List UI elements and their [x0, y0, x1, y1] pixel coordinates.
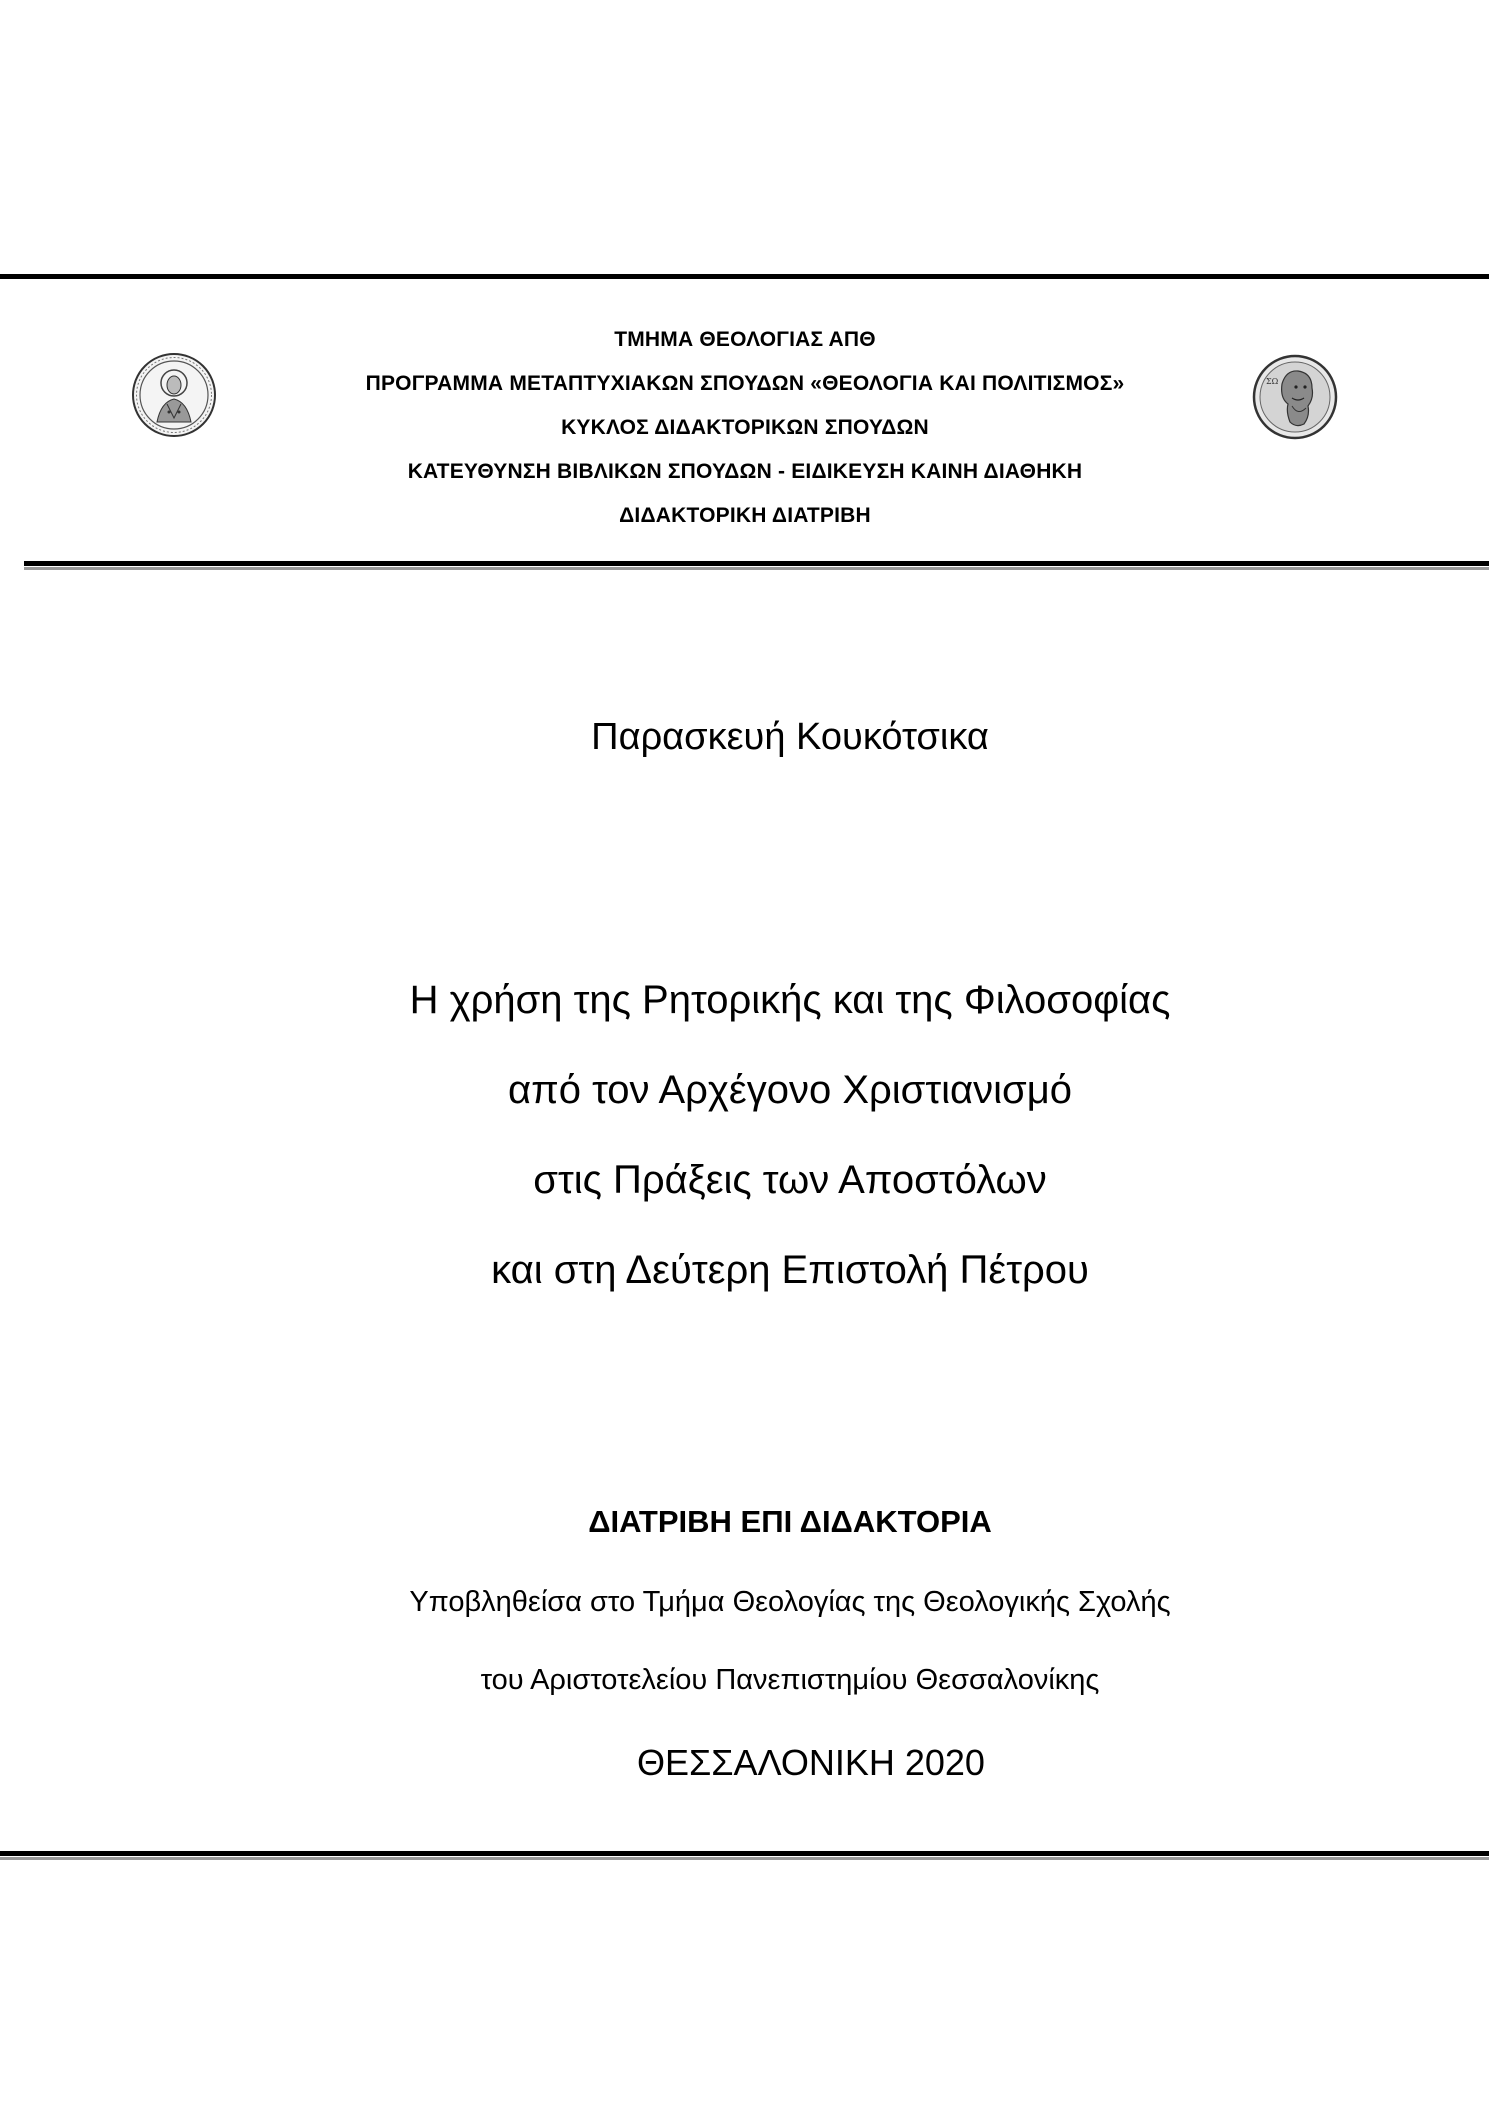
svg-text:ΣΩ: ΣΩ: [1266, 377, 1279, 386]
header-bottom-divider-shadow: [24, 567, 1489, 570]
header-line: ΚΑΤΕΥΘΥΝΣΗ ΒΙΒΛΙΚΩΝ ΣΠΟΥΔΩΝ - ΕΙΔΙΚΕΥΣΗ ΚΑΙΝΗ ΔΙΑΘΗΚΗ: [407, 460, 1083, 483]
university-saint-seal-icon: [131, 352, 217, 438]
bottom-divider: [0, 1851, 1489, 1856]
bottom-divider-shadow: [0, 1857, 1489, 1860]
title-line: και στη Δεύτερη Επιστολή Πέτρου: [491, 1248, 1089, 1292]
top-divider: [0, 274, 1489, 279]
thesis-title: [0, 955, 1489, 1315]
title-line: Η χρήση της Ρητορικής και της Φιλοσοφίας: [409, 978, 1171, 1022]
title-line: από τον Αρχέγονο Χριστιανισμό: [507, 1068, 1073, 1112]
header-line: ΠΡΟΓΡΑΜΜΑ ΜΕΤΑΠΤΥΧΙΑΚΩΝ ΣΠΟΥΔΩΝ «ΘΕΟΛΟΓΙΑ ΚΑΙ ΠΟΛΙΤΙΣΜΟΣ»: [365, 372, 1125, 395]
place-and-year: ΘΕΣΣΑΛΟΝΙΚΗ 2020: [637, 1742, 985, 1783]
header-line: ΔΙΔΑΚΤΟΡΙΚΗ ΔΙΑΤΡΙΒΗ: [619, 504, 871, 527]
institution-header: [240, 318, 1250, 538]
submission-statement: [0, 1578, 1489, 1734]
degree-label: ΔΙΑΤΡΙΒΗ ΕΠΙ ΔΙΔΑΚΤΟΡΙΑ: [588, 1504, 992, 1539]
philosopher-coin-seal-icon: [1252, 354, 1338, 440]
author-name: Παρασκευή Κουκότσικα: [591, 716, 989, 758]
header-line: ΤΜΗΜΑ ΘΕΟΛΟΓΙΑΣ ΑΠΘ: [614, 328, 876, 351]
title-line: στις Πράξεις των Αποστόλων: [533, 1158, 1047, 1202]
header-bottom-divider: [24, 561, 1489, 566]
submission-line: του Αριστοτελείου Πανεπιστημίου Θεσσαλονίκης: [480, 1664, 1100, 1696]
submission-line: Υποβληθείσα στο Τμήμα Θεολογίας της Θεολογικής Σχολής: [409, 1586, 1171, 1618]
header-line: ΚΥΚΛΟΣ ΔΙΔΑΚΤΟΡΙΚΩΝ ΣΠΟΥΔΩΝ: [561, 416, 929, 439]
